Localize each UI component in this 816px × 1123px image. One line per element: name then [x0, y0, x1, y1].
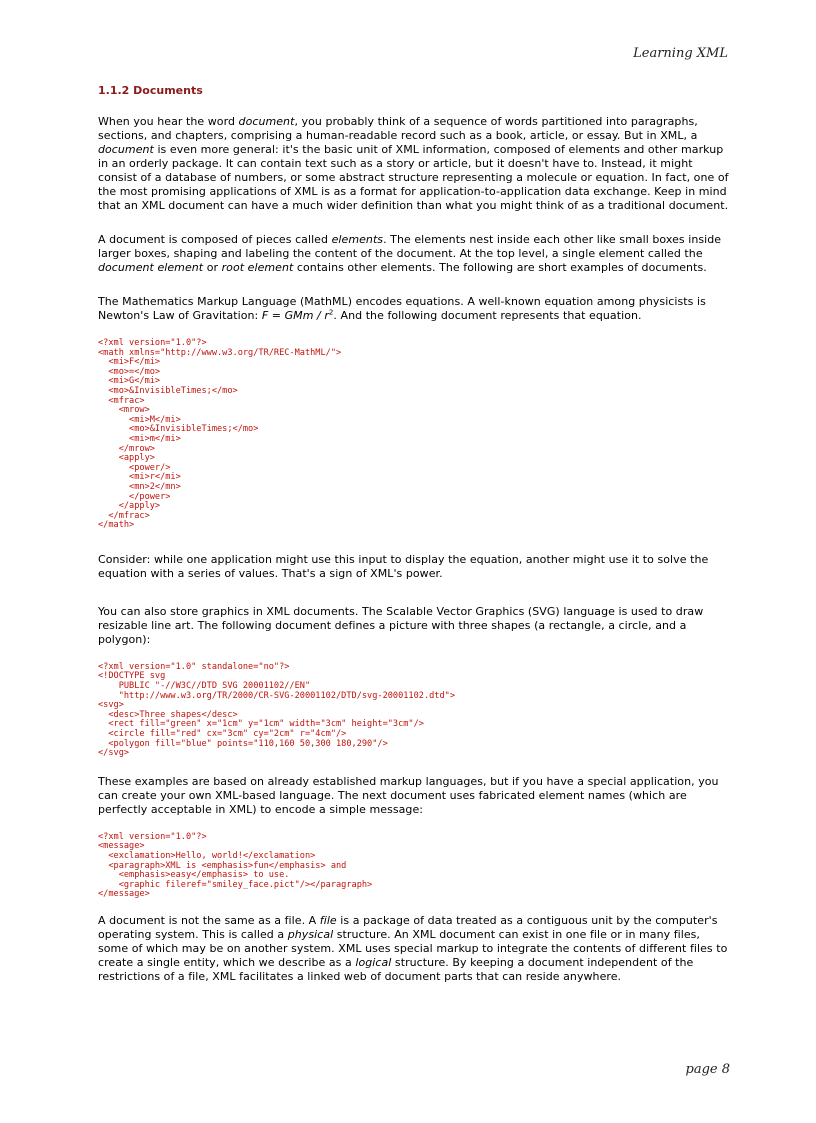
paragraph-intro — [98, 115, 732, 213]
text: structure. By keeping a document independent of the restrictions of a file, XML facilitates a linked web of document parts that can reside anywhere. — [98, 955, 694, 983]
code-block-message: <?xml version="1.0"?> <message> <exclamation>Hello, world!</exclamation> <paragraph>XML is <emphasis>fun</emphasis> and <emphasis>easy</emphasis> to use. <graphic fileref="smiley_face.pict"/></paragraph> </message> — [98, 831, 373, 900]
text: The Mathematics Markup Language (MathML) encodes equations. A well-known equation among physicists is Newton's Law of Gravitation: — [98, 295, 706, 322]
equation-exponent: 2 — [328, 308, 334, 317]
emphasis: file — [319, 913, 337, 927]
text: , you probably think of a sequence of words partitioned into paragraphs, sections, and chapters, comprising a human-readable record such as a book, article, or essay. But in XML, a — [98, 115, 698, 142]
running-header: Learning XML — [633, 46, 728, 61]
paragraph-custom-language: These examples are based on already established markup languages, but if you have a special application, you can create your own XML-based language. The next document uses fabricated element names (which are perfectly acceptable in XML) to encode a simple message: — [98, 774, 719, 816]
emphasis: elements — [331, 233, 384, 246]
emphasis: document element — [98, 261, 204, 274]
page-number: page 8 — [685, 1062, 730, 1077]
page-content — [98, 84, 732, 1004]
text: When you hear the word — [98, 115, 239, 128]
text: is a package of data treated as a contiguous unit by the computer's operating system. This is called a — [98, 913, 718, 941]
paragraph-svg: You can also store graphics in XML documents. The Scalable Vector Graphics (SVG) language is used to draw resizable line art. The following document defines a picture with three shapes (a rectangle, a circle, and a polygon): — [98, 604, 704, 646]
paragraph-mathml — [98, 295, 732, 323]
text: is even more general: it's the basic unit of XML information, composed of elements and other markup in an orderly package. It can contain text such as a story or article, but it doesn't have to. Instead, it might consist of a database of numbers, or some abstract structure representing a molecule or equation. In fact, one of the most promising applications of XML is as a format for application-to-application data exchange. Keep in mind that an XML document can have a much wider definition than what you might think of as a traditional document. — [98, 143, 729, 212]
code-block-svg: <?xml version="1.0" standalone="no"?> <!DOCTYPE svg PUBLIC "-//W3C//DTD SVG 20001102//EN" "http://www.w3.org/TR/2000/CR-SVG-20001102/DTD/svg-20001102.dtd"> <svg> <desc>Three shapes</desc> <rect fill="green" x="1cm" y="1cm" width="3cm" height="3cm"/> <circle fill="red" cx="3cm" cy="2cm" r="4cm"/> <polygon fill="blue" points="110,160 50,300 180,290"/> </svg> — [98, 661, 455, 759]
text: or — [203, 261, 222, 274]
emphasis: document — [98, 143, 154, 156]
text: contains other elements. The following are short examples of documents. — [293, 261, 707, 274]
emphasis: logical — [355, 955, 392, 969]
text: . The elements nest inside each other like small boxes inside larger boxes, shaping and labeling the content of the document. At the top level, a single element called the — [98, 233, 722, 260]
text: A document is composed of pieces called — [98, 233, 332, 246]
equation: F = GMm / r — [261, 309, 329, 322]
code-block-mathml: <?xml version="1.0"?> <math xmlns="http://www.w3.org/TR/REC-MathML/"> <mi>F</mi> <mo>=</mo> <mi>G</mi> <mo>&InvisibleTimes;</mo> <mfrac> <mrow> <mi>M</mi> <mo>&InvisibleTimes;</mo> <mi>m</mi> </mrow> <apply> <power/> <mi>r</mi> <mn>2</mn> </power> </apply> </mfrac> </math> — [98, 338, 342, 531]
text: structure. An XML document can exist in one file or in many files, some of which may be on another system. XML uses special markup to integrate the contents of different files to create a single entity, which we describe as a — [98, 927, 728, 969]
paragraph-consider: Consider: while one application might use this input to display the equation, another might use it to solve the equation with a series of values. That's a sign of XML's power. — [98, 552, 709, 580]
emphasis: physical — [287, 927, 334, 941]
text: A document is not the same as a file. A — [98, 913, 320, 927]
text: . And the following document represents that equation. — [333, 309, 642, 322]
section-heading: 1.1.2 Documents — [98, 84, 203, 97]
emphasis: document — [238, 115, 295, 128]
paragraph-elements — [98, 233, 732, 275]
paragraph-document-vs-file — [98, 914, 732, 984]
emphasis: root element — [221, 261, 294, 274]
